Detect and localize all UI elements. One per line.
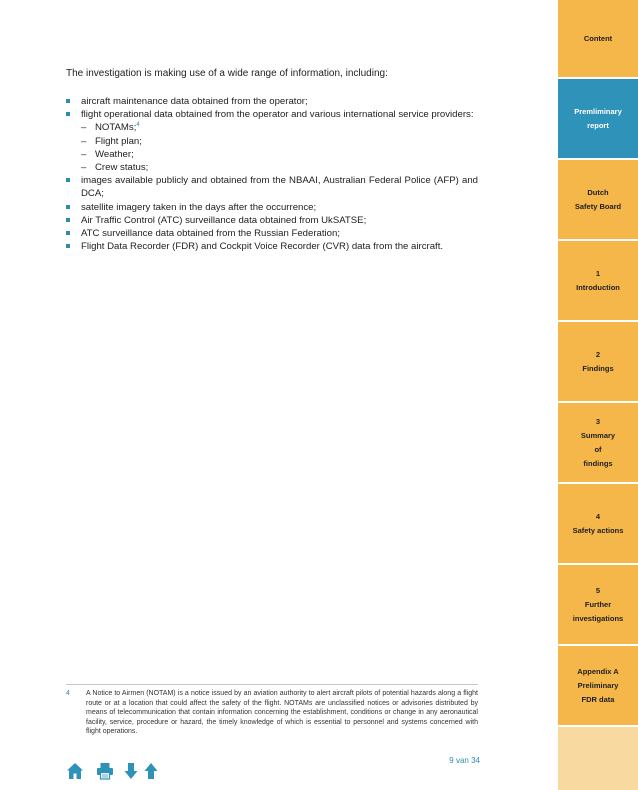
- bullet-icon: [66, 231, 70, 235]
- tab-content[interactable]: Content: [558, 0, 638, 77]
- bullet-icon: [66, 178, 70, 182]
- information-list: [66, 95, 478, 253]
- list-item: satellite imagery taken in the days after the occurrence;: [66, 201, 478, 214]
- list-item: Air Traffic Control (ATC) surveillance data obtained from UkSATSE;: [66, 214, 478, 227]
- list-item: aircraft maintenance data obtained from the operator;: [66, 95, 478, 108]
- footnote-divider: [66, 684, 478, 685]
- sub-list: [81, 121, 478, 174]
- tab-empty: [558, 727, 638, 790]
- bullet-icon: [66, 99, 70, 103]
- arrow-down-icon[interactable]: [124, 762, 138, 780]
- list-item: flight operational data obtained from the operator and various international service providers: – NOTAMs;$^4$ – Flight plan; – Weather; – Crew status;: [66, 108, 478, 174]
- footnote-reference[interactable]: 4: [136, 122, 140, 129]
- intro-paragraph: The investigation is making use of a wide range of information, including:: [66, 68, 388, 79]
- sub-list-item: – NOTAMs;$^4$: [81, 122, 140, 134]
- tab-safety-actions[interactable]: 4 Safety actions: [558, 484, 638, 563]
- bullet-icon: [66, 112, 70, 116]
- tab-preliminary-report[interactable]: Premliminary report: [558, 79, 638, 158]
- bullet-icon: [66, 218, 70, 222]
- home-icon[interactable]: [66, 762, 84, 780]
- bullet-icon: [66, 244, 70, 248]
- footnote: [66, 689, 478, 737]
- footnote-number: 4: [66, 690, 70, 697]
- tab-introduction[interactable]: 1 Introduction: [558, 241, 638, 320]
- sub-list-item: – Weather;: [81, 148, 134, 160]
- tab-summary-of-findings[interactable]: 3 Summary of findings: [558, 403, 638, 482]
- chapter-sidebar: [558, 0, 638, 790]
- tab-appendix-a[interactable]: Appendix A Preliminary FDR data: [558, 646, 638, 725]
- list-item: images available publicly and obtained from the NBAAI, Australian Federal Police (AFP) and DCA;: [66, 174, 478, 200]
- tab-findings[interactable]: 2 Findings: [558, 322, 638, 401]
- list-item: ATC surveillance data obtained from the Russian Federation;: [66, 227, 478, 240]
- print-icon[interactable]: [96, 762, 114, 780]
- sub-list-item: – Crew status;: [81, 162, 149, 174]
- page-number: 9 van 34: [449, 756, 480, 765]
- arrow-up-icon[interactable]: [144, 762, 158, 780]
- bullet-icon: [66, 205, 70, 209]
- tab-further-investigations[interactable]: 5 Further investigations: [558, 565, 638, 644]
- footnote-text: A Notice to Airmen (NOTAM) is a notice issued by an aviation authority to alert aircraft pilots of potential hazards along a flight route or at a location that could affect the safety of the flight. NOTAMs are unclassified notices or advisories distributed by means of telecommunication that contain information concerning the establishment, conditions or change in any aeronautical facility, service, procedure or hazard, the timely knowledge of which is essential to personnel and systems concerned with flight operations.: [86, 690, 478, 735]
- sub-list-item: – Flight plan;: [81, 135, 142, 147]
- tab-dutch-safety-board[interactable]: Dutch Safety Board: [558, 160, 638, 239]
- list-item: Flight Data Recorder (FDR) and Cockpit Voice Recorder (CVR) data from the aircraft.: [66, 240, 478, 253]
